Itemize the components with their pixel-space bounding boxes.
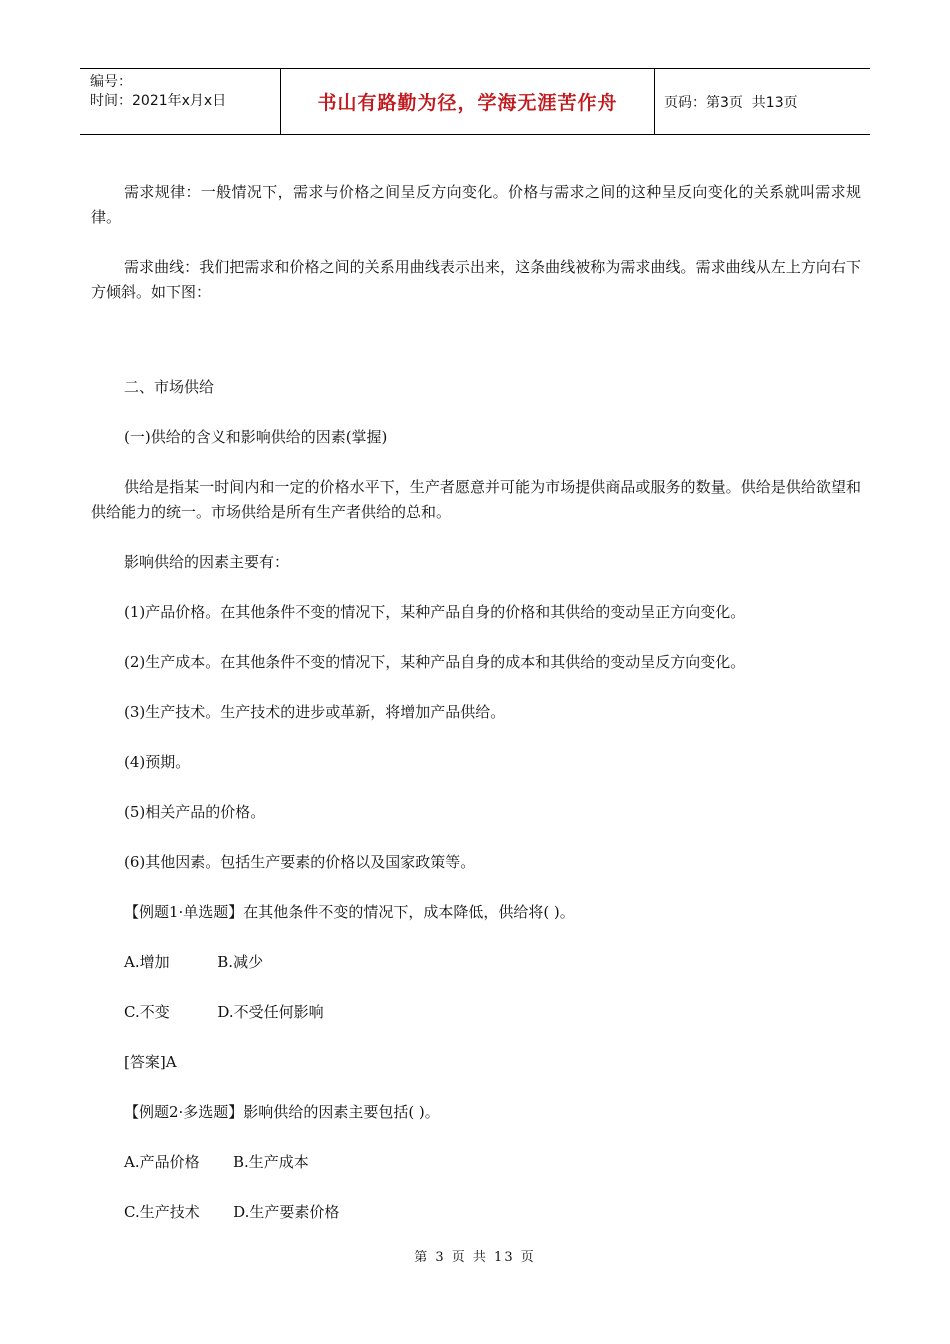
header-motto: 书山有路勤为径，学海无涯苦作舟 [281,69,655,134]
document-body [91,180,861,1225]
factor-item: (6)其他因素。包括生产要素的价格以及国家政策等。 [124,853,476,871]
factor-item: (3)生产技术。生产技术的进步或革新，将增加产品供给。 [124,703,506,721]
example2-options-cd: C.生产技术 D.生产要素价格 [124,1203,340,1221]
example1-answer: [答案]A [124,1053,177,1071]
example2-question: 【例题2·多选题】影响供给的因素主要包括( )。 [124,1103,440,1121]
factor-item: (4)预期。 [124,753,191,771]
demand-law-paragraph: 需求规律：一般情况下，需求与价格之间呈反方向变化。价格与需求之间的这种呈反向变化的关系就叫需求规律。 [91,183,861,226]
subsection-title: (一)供给的含义和影响供给的因素(掌握) [124,428,388,446]
header-meta [80,69,281,134]
section-title: 二、市场供给 [124,378,215,396]
factor-item: (1)产品价格。在其他条件不变的情况下，某种产品自身的价格和其供给的变动呈正方向变化。 [124,603,746,621]
document-time: 时间：2021年x月x日 [90,93,227,109]
demand-curve-paragraph: 需求曲线：我们把需求和价格之间的关系用曲线表示出来，这条曲线被称为需求曲线。需求曲线从左上方向右下方倾斜。如下图： [91,258,861,301]
page-header [80,68,870,135]
header-page-info [655,69,870,134]
supply-definition-paragraph: 供给是指某一时间内和一定的价格水平下，生产者愿意并可能为市场提供商品或服务的数量。供给是供给欲望和供给能力的统一。市场供给是所有生产者供给的总和。 [91,478,861,521]
document-number: 编号： [90,74,132,90]
example1-options-cd: C.不变 D.不受任何影响 [124,1003,324,1021]
factor-item: (2)生产成本。在其他条件不变的情况下，某种产品自身的成本和其供给的变动呈反方向变化。 [124,653,746,671]
factor-item: (5)相关产品的价格。 [124,803,266,821]
example2-options-ab: A.产品价格 B.生产成本 [124,1153,309,1171]
page-footer: 第 3 页 共 13 页 [414,1250,536,1265]
example1-options-ab: A.增加 B.减少 [124,953,264,971]
page-info-text: 页码：第3页 共13页 [664,94,798,111]
example1-question: 【例题1·单选题】在其他条件不变的情况下，成本降低，供给将( )。 [124,903,575,921]
factors-intro: 影响供给的因素主要有： [124,553,290,571]
